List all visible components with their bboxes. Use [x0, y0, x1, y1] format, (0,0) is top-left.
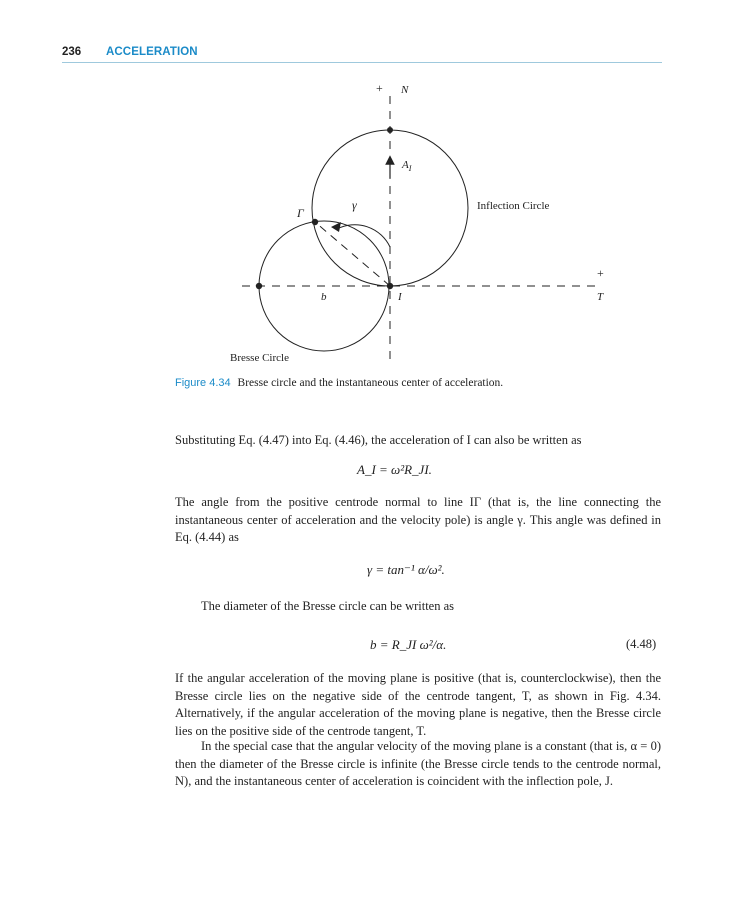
- bresse-circle-figure: [0, 0, 737, 370]
- paragraph-substitution: Substituting Eq. (4.47) into Eq. (4.46), the acceleration of I can also be written as: [175, 433, 582, 447]
- page-number: 236: [62, 46, 82, 58]
- gamma-pole-label: Γ: [297, 206, 304, 220]
- paragraph-diameter: The diameter of the Bresse circle can be written as: [201, 599, 455, 613]
- tangent-positive-sign: +: [597, 266, 604, 280]
- velocity-pole-point: [312, 219, 318, 225]
- figure-caption: [175, 377, 503, 389]
- equation-acceleration: [357, 462, 432, 478]
- gamma-arrowhead: [331, 222, 341, 232]
- equation-diameter-text: b = R_JI ω²/α.: [370, 637, 447, 652]
- equation-acceleration-text: A_I = ω²R_JI.: [357, 462, 432, 477]
- equation-gamma: [367, 562, 445, 578]
- acceleration-center-label-i: I: [398, 291, 402, 303]
- gamma-label: γ: [352, 198, 357, 212]
- paragraph-bresse-side: If the angular acceleration of the moving plane is positive (that is, counterclockwise), then the Bresse circle lies on the negative side of the centrode tangent, T, as shown in Fig. 4.34. Alternatively, if the angular acceleration of the moving plane is negative, then the Bresse circle lies on the positive side of the centrode tangent, T.: [175, 671, 661, 738]
- figure-number: Figure 4.34: [175, 377, 231, 389]
- acceleration-center-point: [387, 283, 393, 289]
- inflection-pole-point: [387, 127, 393, 133]
- equation-number: (4.48): [626, 637, 657, 651]
- normal-positive-sign: +: [376, 81, 383, 95]
- inflection-circle-label: Inflection Circle: [477, 200, 550, 212]
- section-title: ACCELERATION: [106, 46, 198, 58]
- paragraph-angle: The angle from the positive centrode normal to line IΓ (that is, the line connecting the instantaneous center of acceleration and the velocity pole) is angle γ. This angle was defined in Eq. (4.44) as: [175, 495, 661, 544]
- paragraph-special-case: In the special case that the angular velocity of the moving plane is a constant (that is, α = 0) then the diameter of the Bresse circle is infinite (the Bresse circle tends to the centrode normal, N), and the instantaneous center of acceleration is coincident with the inflection pole, J.: [175, 739, 661, 788]
- tangent-label-t: T: [597, 291, 604, 303]
- bresse-circle-label: Bresse Circle: [230, 352, 289, 364]
- equation-diameter: [370, 637, 446, 653]
- acceleration-label-a: $A_I$: [402, 159, 412, 173]
- gamma-angle-arc: [337, 225, 390, 247]
- equation-gamma-text: γ = tan⁻¹ α/ω².: [367, 562, 445, 577]
- diameter-label-b: b: [321, 291, 327, 303]
- bresse-pole-point: [256, 283, 262, 289]
- normal-label-n: N: [401, 84, 409, 96]
- figure-caption-text: Bresse circle and the instantaneous center of acceleration.: [237, 377, 504, 389]
